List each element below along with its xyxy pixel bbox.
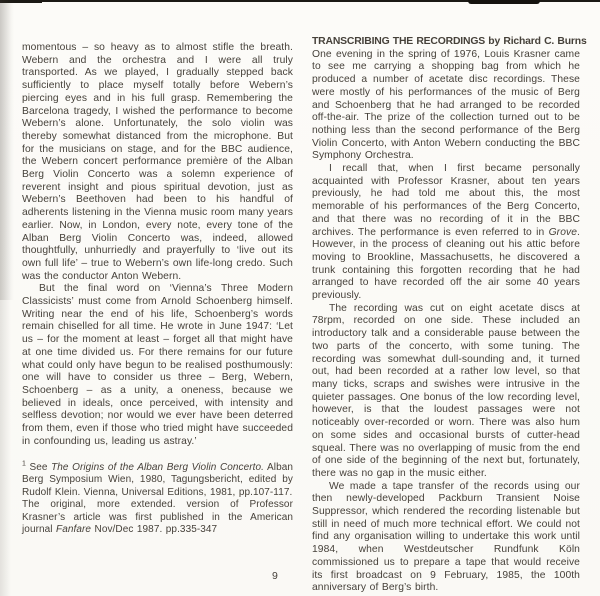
scan-edge-blob xyxy=(468,0,540,4)
paragraph-acetate-discs: The recording was cut on eight acetate discs at 78rpm, recorded on one side. These included an introductory talk and a considerable pause between the two parts of the concerto, with some tuning. The recording was somewhat dull-sounding and, it turned out, had been recorded at a rather low level, so that many ticks, scraps and swishes were intrusive in the quieter passages. One bonus of the low recording level, however, is that the loudest passages were not noticeably over-recorded or worn. There was also hum on some sides and occasional bursts of cutter-head squeal. There was no overlapping of music from the end of one side of the beginning of the next but, fortunately, there was no gap in the music either. xyxy=(312,302,580,479)
footnote-marker: 1 xyxy=(22,460,26,468)
footnote-fanfare xyxy=(22,499,293,537)
left-column xyxy=(22,42,293,537)
paragraph-tape-transfer: We made a tape transfer of the records using our then newly-developed Packburn Transient Noise Suppressor, which rendered the recording listenable but still in need of much more technical effort. We could not find any organisation willing to undertake this work until 1984, when Westdeutscher Rundfunk Köln commissioned us to prepare a tape that would receive its first broadcast on 9 February, 1985, the 100th anniversary of Berg’s birth. xyxy=(312,480,580,594)
footnote-run-post: Nov/Dec 1987. pp.335-347 xyxy=(91,524,218,536)
paragraph-bbc-archives xyxy=(312,163,580,303)
grove-title: Grove xyxy=(548,226,578,238)
footnote-origins xyxy=(22,462,293,500)
footnote-run-rest: Alban Berg Symposium Wien, 1980, Tagungsbericht, edited by Rudolf Klein. Vienna, Universal Editions, 1981, pp.107-117. xyxy=(22,461,294,498)
footnote-run-pre: The original, more extended. version of Professor Krasner’s article was first published in the American journal xyxy=(22,499,293,536)
footnote-journal-title: Fanfare xyxy=(56,524,92,536)
paragraph-schoenberg-quote: But the final word on ‘Vienna’s Three Modern Classicists’ must come from Arnold Schoenberg himself. Writing near the end of his life, Schoenberg’s words remain chiselled for all time. He wrote in June 1947: ‘Let us – for the moment at least – forget all that might have at one time divided us. For there remains for our future what could only have begun to be realised posthumously: one will have to consider us three – Berg, Webern, Schoenberg – as a unity, a oneness, because we believed in ideals, once perceived, with intensity and selfless devotion; nor would we ever have been deterred from them, even if those who tried might have succeeded in confounding us, leading us astray.’ xyxy=(22,283,293,447)
section-heading-line xyxy=(312,36,587,49)
paragraph-run-post: . However, in the process of cleaning out his attic before moving to Brookline, Massachusetts, he discovered a trunk containing this forgotten recording that he had arranged to have recorded off the air some 40 years previously. xyxy=(312,226,580,302)
scan-edge-left-shadow xyxy=(0,0,14,300)
footnote-run-pre: See xyxy=(25,461,52,473)
footnote-book-title: The Origins of the Alban Berg Violin Concerto. xyxy=(51,461,265,473)
section-heading: TRANSCRIBING THE RECORDINGS by Richard C. Burns xyxy=(312,36,587,47)
paragraph-krasner-visit: One evening in the spring of 1976, Louis Krasner came to see me carrying a shopping bag from which he produced a number of acetate disc recordings. These were mostly of his performances of the music of Berg and Schoenberg that he had arranged to be recorded off-the-air. The prize of the collection turned out to be nothing less than the second performance of the Berg Violin Concerto, with Anton Webern conducting the BBC Symphony Orchestra. xyxy=(312,48,580,162)
paragraph-krasner-memoir: momentous – so heavy as to almost stifle the breath. Webern and the orchestra and I were all truly transported. As we played, I gradually stepped back sufficiently to place myself totally before Webern’s piercing eyes and in his full grasp. Remembering the Barcelona tragedy, I wished the performance to become Webern’s alone. Unfortunately, the solo violin was thereby somewhat distanced from the microphone. But for the musicians on stage, and for the BBC audience, the Webern concert performance première of the Alban Berg Violin Concerto was a solemn experience of reverent insight and pious spiritual devotion, just as Webern’s Beethoven had been to his handful of adherents listening in the Vienna music room many years earlier. Now, in London, every note, every tone of the Alban Berg Violin Concerto was, indeed, allowed thoughtfully, unhurriedly and prayerfully to ‘live out its own full life’ – true to Webern’s own life-long credo. Such was the conductor Anton Webern. xyxy=(22,42,293,282)
paragraph-run-pre: I recall that, when I first became personally acquainted with Professor Krasner, about ten years previously, he had told me about this, the most memorable of his performances of the Berg Concerto, and that there was no recording of it in the BBC archives. The performance is even referred to in xyxy=(312,163,580,238)
right-column xyxy=(312,36,587,595)
page-number: 9 xyxy=(272,570,278,582)
